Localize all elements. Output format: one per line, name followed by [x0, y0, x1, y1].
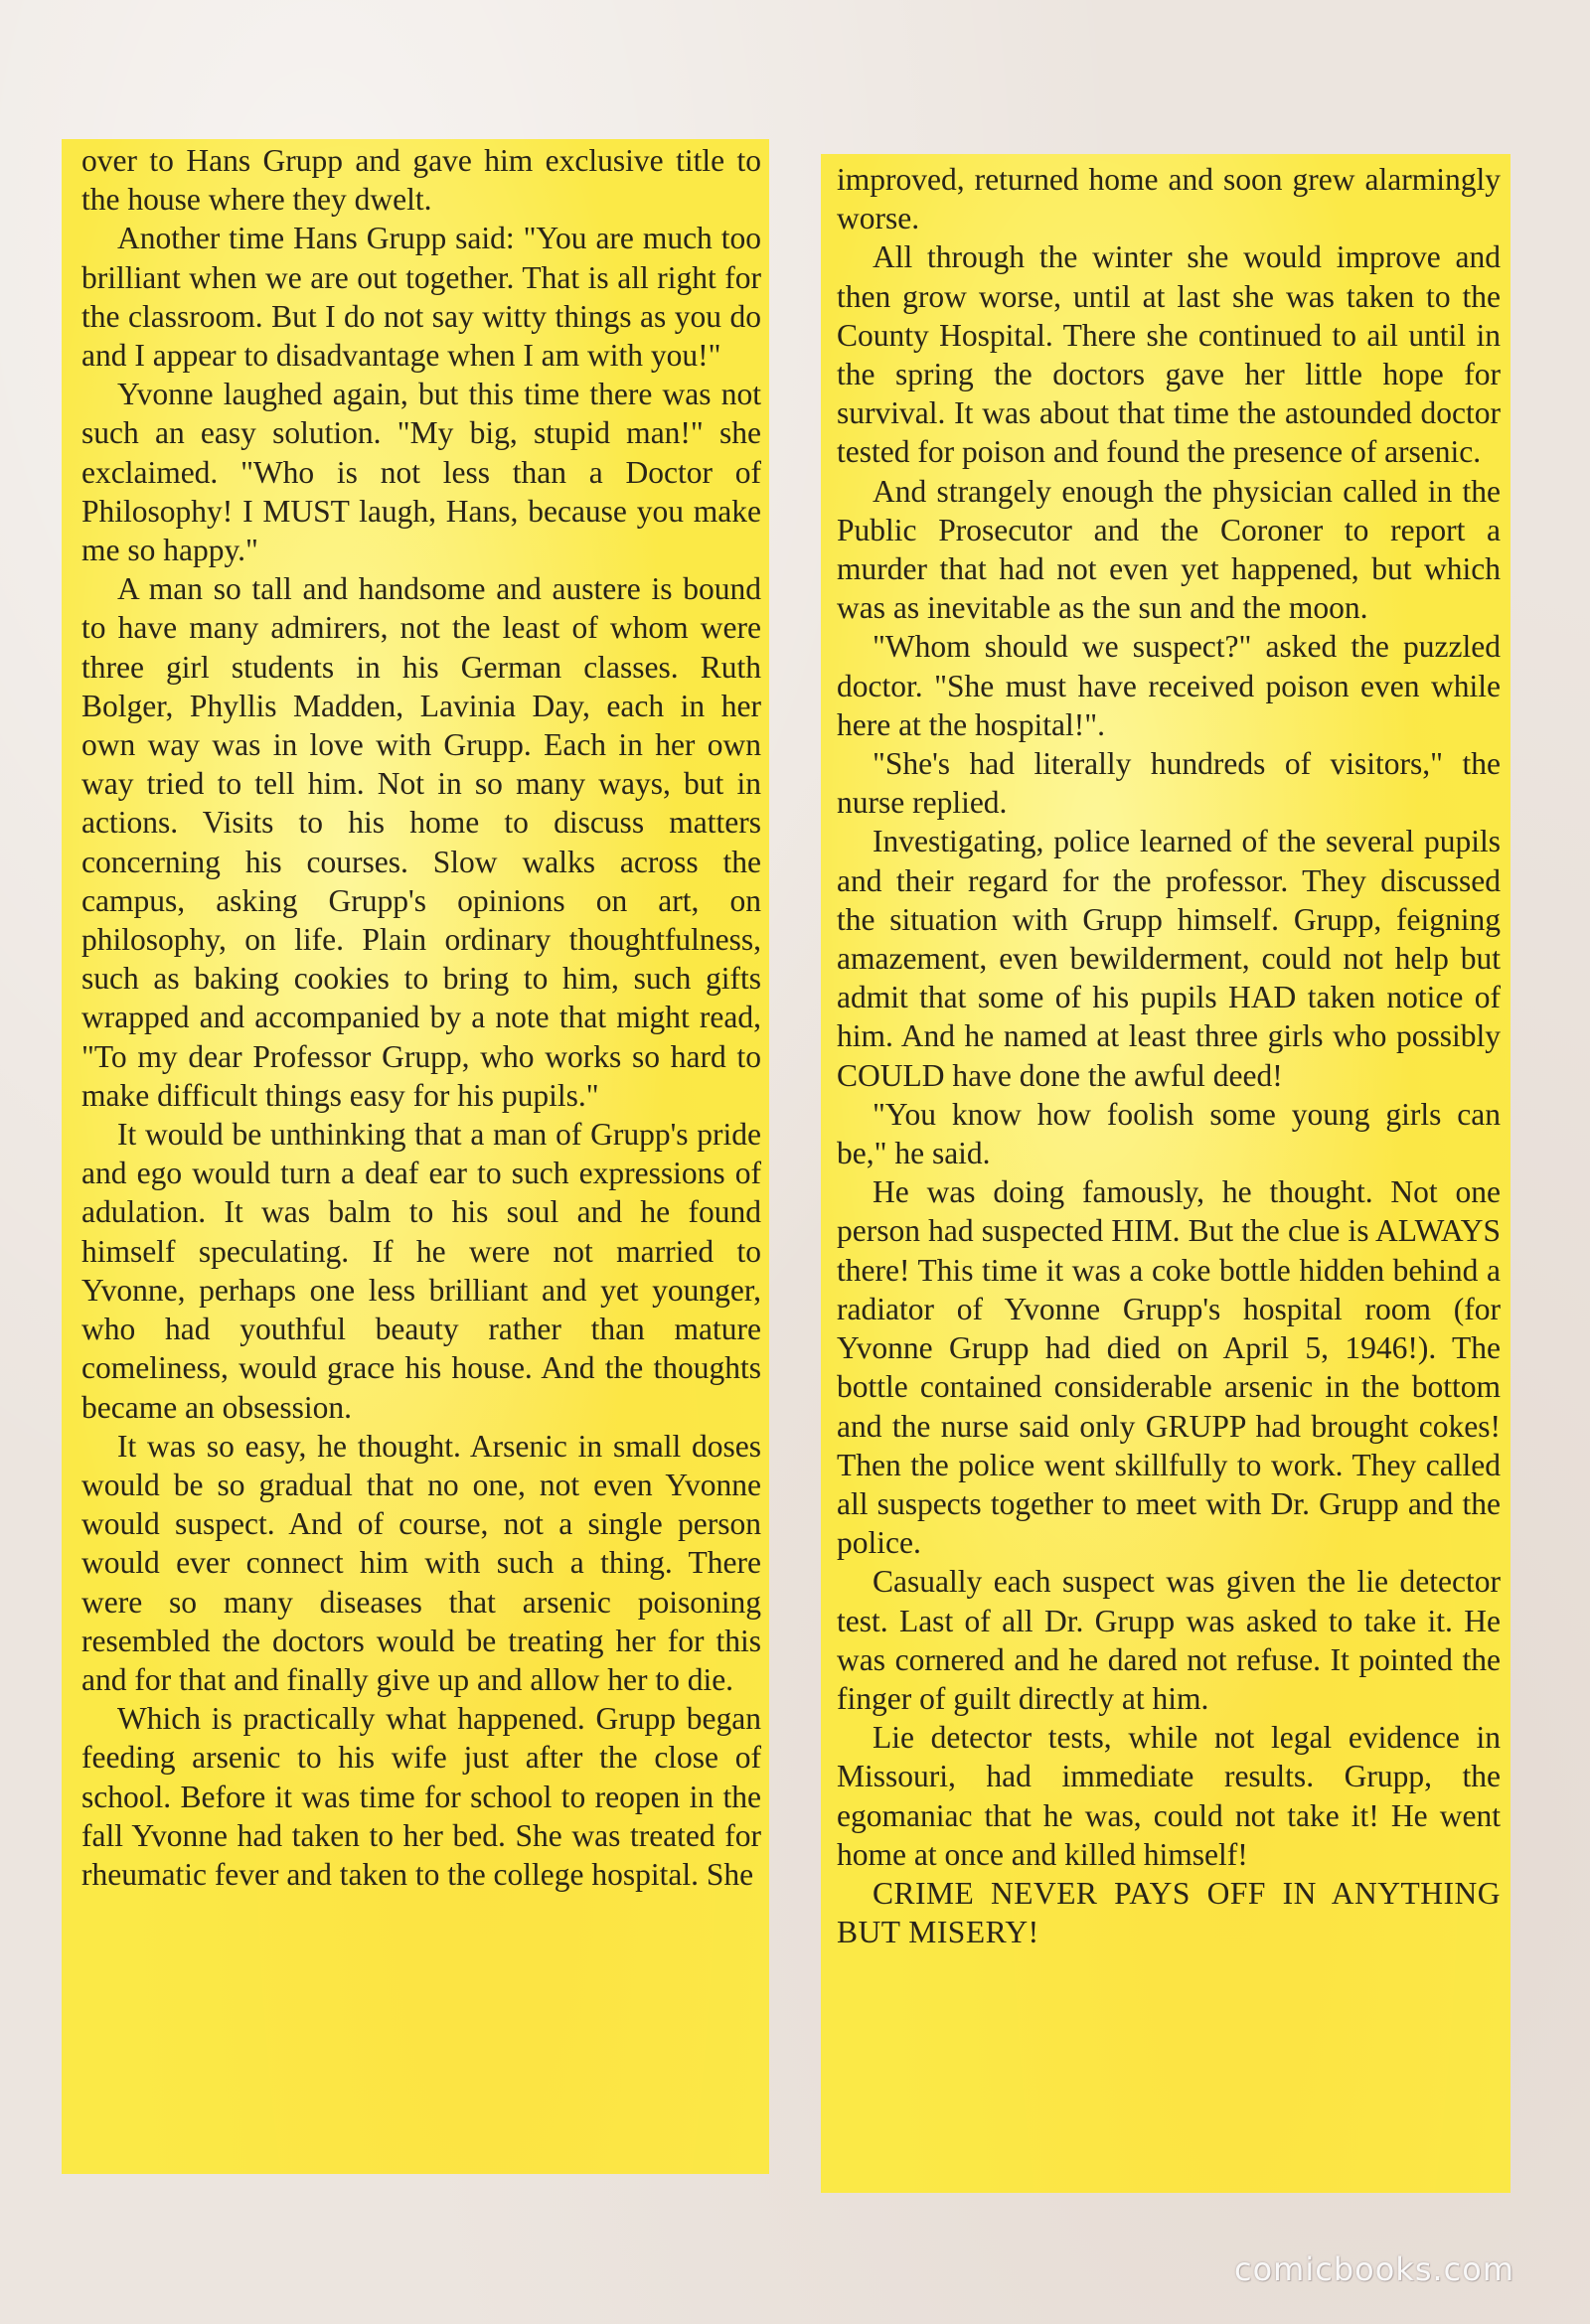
- right-paragraph-9: Casually each suspect was given the lie detector test. Last of all Dr. Grupp was asked to take it. He was cornered and he dared not refuse. It pointed the finger of guilt directly at him.: [837, 1564, 1501, 1716]
- right-paragraph-5: "She's had literally hundreds of visitors," the nurse replied.: [837, 746, 1501, 821]
- site-watermark: comicbooks.com: [1233, 2250, 1514, 2288]
- left-paragraph-2: Another time Hans Grupp said: "You are much too brilliant when we are out together. That is all right for the classroom. But I do not say witty things as you do and I appear to disadvantage when I am with you!": [81, 221, 761, 374]
- right-paragraph-2: All through the winter she would improve and then grow worse, until at last she was taken to the County Hospital. There she continued to ail until in the spring the doctors gave her little hope for survival. It was about that time the astounded doctor tested for poison and found the presence of arsenic.: [837, 239, 1501, 470]
- right-text-column: [821, 154, 1510, 2193]
- right-paragraph-6: Investigating, police learned of the several pupils and their regard for the professor. They discussed the situation with Grupp himself. Grupp, feigning amazement, even bewilderment, could not help but admit that some of his pupils HAD taken notice of him. And he named at least three girls who possibly COULD have done the awful deed!: [837, 824, 1501, 1093]
- right-paragraph-1: improved, returned home and soon grew alarmingly worse.: [837, 162, 1501, 236]
- left-paragraph-7: Which is practically what happened. Grupp began feeding arsenic to his wife just after the close of school. Before it was time for school to reopen in the fall Yvonne had taken to her bed. She was treated for rheumatic fever and taken to the college hospital. She: [81, 1701, 761, 1892]
- right-paragraph-4: "Whom should we suspect?" asked the puzzled doctor. "She must have received poison even while here at the hospital!".: [837, 629, 1501, 742]
- left-text-column: [62, 139, 769, 2174]
- right-paragraph-3: And strangely enough the physician called in the Public Prosecutor and the Coroner to report a murder that had not even yet happened, but which was as inevitable as the sun and the moon.: [837, 473, 1501, 626]
- left-paragraph-6: It was so easy, he thought. Arsenic in small doses would be so gradual that no one, not even Yvonne would suspect. And of course, not a single person would ever connect him with such a thing. There were so many diseases that arsenic poisoning resembled the doctors would be treating her for this and for that and finally give up and allow her to die.: [81, 1428, 761, 1697]
- right-paragraph-8: He was doing famously, he thought. Not one person had suspected HIM. But the clue is ALWAYS there! This time it was a coke bottle hidden behind a radiator of Yvonne Grupp's hospital room (for Yvonne Grupp had died on April 5, 1946!). The bottle contained considerable arsenic in the bottom and the nurse said only GRUPP had brought cokes! Then the police went skillfully to work. They called all suspects together to meet with Dr. Grupp and the police.: [837, 1174, 1501, 1561]
- left-paragraph-1: over to Hans Grupp and gave him exclusive title to the house where they dwelt.: [81, 143, 761, 218]
- right-paragraph-10: Lie detector tests, while not legal evidence in Missouri, had immediate results. Grupp, the egomaniac that he was, could not take it! He went home at once and killed himself!: [837, 1720, 1501, 1872]
- left-paragraph-4: A man so tall and handsome and austere is bound to have many admirers, not the least of whom were three girl students in his German classes. Ruth Bolger, Phyllis Madden, Lavinia Day, each in her own way was in love with Grupp. Each in her own way tried to tell him. Not in so many ways, but in actions. Visits to his home to discuss matters concerning his courses. Slow walks across the campus, asking Grupp's opinions on art, on philosophy, on life. Plain ordinary thoughtfulness, such as baking cookies to bring to him, such gifts wrapped and accompanied by a note that might read, "To my dear Professor Grupp, who works so hard to make difficult things easy for his pupils.": [81, 571, 761, 1113]
- left-paragraph-3: Yvonne laughed again, but this time there was not such an easy solution. "My big, stupid man!" she exclaimed. "Who is not less than a Doctor of Philosophy! I MUST laugh, Hans, because you make me so happy.": [81, 377, 761, 568]
- right-paragraph-7: "You know how foolish some young girls can be," he said.: [837, 1096, 1501, 1171]
- left-paragraph-5: It would be unthinking that a man of Grupp's pride and ego would turn a deaf ear to such expressions of adulation. It was balm to his soul and he found himself speculating. If he were not married to Yvonne, perhaps one less brilliant and yet younger, who had youthful beauty rather than mature comeliness, would grace his house. And the thoughts became an obsession.: [81, 1117, 761, 1425]
- closing-headline: CRIME NEVER PAYS OFF IN ANYTHING BUT MISERY!: [837, 1875, 1501, 1950]
